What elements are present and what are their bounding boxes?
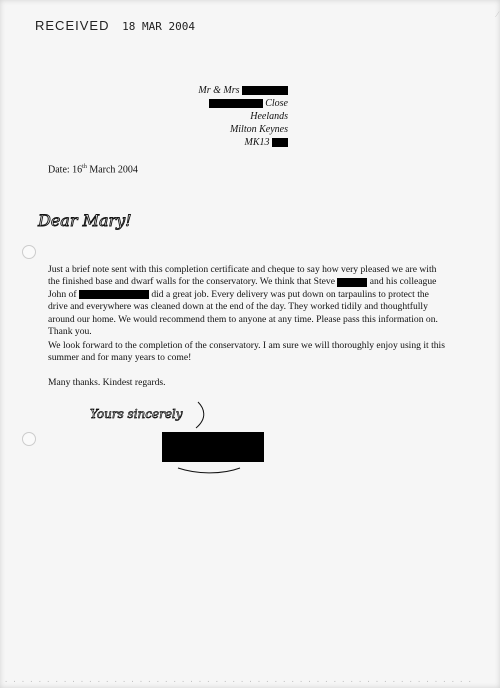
address-postcode-prefix: MK13 xyxy=(244,137,270,148)
address-town: Milton Keynes xyxy=(229,124,288,135)
redacted-surname xyxy=(242,86,288,95)
address-area: Heelands xyxy=(250,111,288,122)
sender-address xyxy=(188,84,288,149)
redacted-street xyxy=(209,99,263,108)
received-stamp xyxy=(35,18,195,33)
redacted-company xyxy=(79,290,149,299)
body-paragraph-3: Many thanks. Kindest regards. xyxy=(48,377,166,388)
bottom-edge-marks: · · · · · · · · · · · · · · · · · · · · · · · · · · · · · · · · · · · · · · · · · · · · · · · · · · · · · · · · xyxy=(4,678,472,686)
address-street-line xyxy=(188,97,288,110)
address-name-line xyxy=(188,84,288,97)
received-date: 18 MAR 2004 xyxy=(122,20,195,33)
date-ordinal: th xyxy=(82,164,87,170)
redacted-postcode xyxy=(272,138,288,147)
body-paragraph-2: We look forward to the completion of the conservatory. I am sure we will thoroughly enjoy using it this summer and for many years to come! xyxy=(48,340,445,364)
handwritten-salutation xyxy=(36,200,166,242)
letter-date: Date: 16th March 2004 xyxy=(48,164,138,176)
edge-mark: ⁄ xyxy=(496,10,498,19)
address-postcode-line xyxy=(188,136,288,149)
body-paragraph-1: Just a brief note sent with this completion certificate and cheque to say how very pleased we are with the finished base and dwarf walls for the conservatory. We think that Steve and his colleague John of did a great job. Every delivery was put down on tarpaulins to protect the drive and everywhere was cleaned down at the end of the day. They worked tidily and thoughtfully around our home. We would recommend them to anyone at any time. Please pass this information on. Thank you. xyxy=(48,264,438,338)
signature-underline xyxy=(176,460,246,480)
received-label: RECEIVED xyxy=(35,18,110,33)
closing-text: Yours sincerely xyxy=(90,407,183,421)
punch-hole-bottom xyxy=(22,432,36,446)
redacted-name xyxy=(337,278,367,287)
handwritten-closing xyxy=(86,398,246,434)
salutation-text: Dear Mary! xyxy=(38,211,132,230)
punch-hole-top xyxy=(22,245,36,259)
redacted-signature xyxy=(162,432,264,462)
address-street-suffix: Close xyxy=(265,98,288,109)
address-name-prefix: Mr & Mrs xyxy=(198,85,240,96)
